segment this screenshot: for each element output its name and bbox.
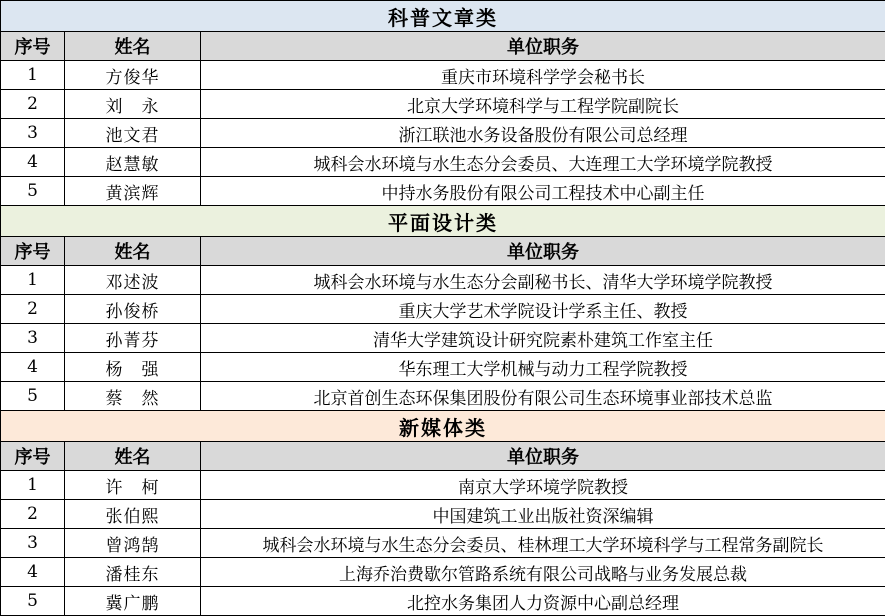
row-position: 重庆大学艺术学院设计学系主任、教授: [201, 295, 885, 324]
row-position: 华东理工大学机械与动力工程学院教授: [201, 353, 885, 382]
header-position: 单位职务: [201, 237, 885, 266]
row-position: 北京大学环境科学与工程学院副院长: [201, 90, 885, 119]
row-no: 5: [1, 587, 65, 616]
row-name: 冀广鹏: [65, 587, 201, 616]
section-title-row: [1, 411, 885, 442]
row-no: 4: [1, 558, 65, 587]
section-title: 科普文章类: [1, 1, 885, 32]
row-no: 3: [1, 529, 65, 558]
row-name: 孙俊桥: [65, 295, 201, 324]
section-title-row: [1, 206, 885, 237]
table-row: [1, 148, 885, 177]
section-title: 新媒体类: [1, 411, 885, 442]
header-row: [1, 32, 885, 61]
table-row: [1, 324, 885, 353]
row-position: 清华大学建筑设计研究院素朴建筑工作室主任: [201, 324, 885, 353]
row-no: 3: [1, 324, 65, 353]
row-name: 孙菁芬: [65, 324, 201, 353]
section-title: 平面设计类: [1, 206, 885, 237]
row-no: 4: [1, 353, 65, 382]
header-position: 单位职务: [201, 32, 885, 61]
header-row: [1, 442, 885, 471]
row-no: 5: [1, 177, 65, 206]
table-row: [1, 61, 885, 90]
row-name: 杨 强: [65, 353, 201, 382]
table-row: [1, 295, 885, 324]
table-row: [1, 587, 885, 616]
row-position: 重庆市环境科学学会秘书长: [201, 61, 885, 90]
row-no: 1: [1, 266, 65, 295]
table-row: [1, 353, 885, 382]
row-position: 中持水务股份有限公司工程技术中心副主任: [201, 177, 885, 206]
header-no: 序号: [1, 237, 65, 266]
row-name: 许 柯: [65, 471, 201, 500]
header-no: 序号: [1, 442, 65, 471]
header-name: 姓名: [65, 237, 201, 266]
table-row: [1, 500, 885, 529]
row-position: 城科会水环境与水生态分会委员、大连理工大学环境学院教授: [201, 148, 885, 177]
row-no: 2: [1, 90, 65, 119]
header-position: 单位职务: [201, 442, 885, 471]
table-row: [1, 266, 885, 295]
row-name: 邓述波: [65, 266, 201, 295]
row-position: 城科会水环境与水生态分会委员、桂林理工大学环境科学与工程常务副院长: [201, 529, 885, 558]
table-row: [1, 90, 885, 119]
table-row: [1, 177, 885, 206]
row-position: 城科会水环境与水生态分会副秘书长、清华大学环境学院教授: [201, 266, 885, 295]
row-no: 4: [1, 148, 65, 177]
table-row: [1, 119, 885, 148]
row-position: 南京大学环境学院教授: [201, 471, 885, 500]
row-name: 蔡 然: [65, 382, 201, 411]
row-position: 浙江联池水务设备股份有限公司总经理: [201, 119, 885, 148]
row-name: 刘 永: [65, 90, 201, 119]
row-name: 赵慧敏: [65, 148, 201, 177]
row-no: 2: [1, 295, 65, 324]
row-no: 3: [1, 119, 65, 148]
row-name: 曾鸿鹄: [65, 529, 201, 558]
header-name: 姓名: [65, 32, 201, 61]
row-no: 1: [1, 471, 65, 500]
row-no: 5: [1, 382, 65, 411]
header-row: [1, 237, 885, 266]
row-name: 黄滨辉: [65, 177, 201, 206]
header-name: 姓名: [65, 442, 201, 471]
table-row: [1, 558, 885, 587]
row-position: 北京首创生态环保集团股份有限公司生态环境事业部技术总监: [201, 382, 885, 411]
row-position: 中国建筑工业出版社资深编辑: [201, 500, 885, 529]
row-no: 1: [1, 61, 65, 90]
table-row: [1, 382, 885, 411]
section-title-row: [1, 1, 885, 32]
header-no: 序号: [1, 32, 65, 61]
row-position: 北控水务集团人力资源中心副总经理: [201, 587, 885, 616]
row-name: 潘桂东: [65, 558, 201, 587]
table-row: [1, 529, 885, 558]
row-name: 方俊华: [65, 61, 201, 90]
row-no: 2: [1, 500, 65, 529]
table-row: [1, 471, 885, 500]
row-name: 张伯熙: [65, 500, 201, 529]
row-position: 上海乔治费歇尔管路系统有限公司战略与业务发展总裁: [201, 558, 885, 587]
row-name: 池文君: [65, 119, 201, 148]
